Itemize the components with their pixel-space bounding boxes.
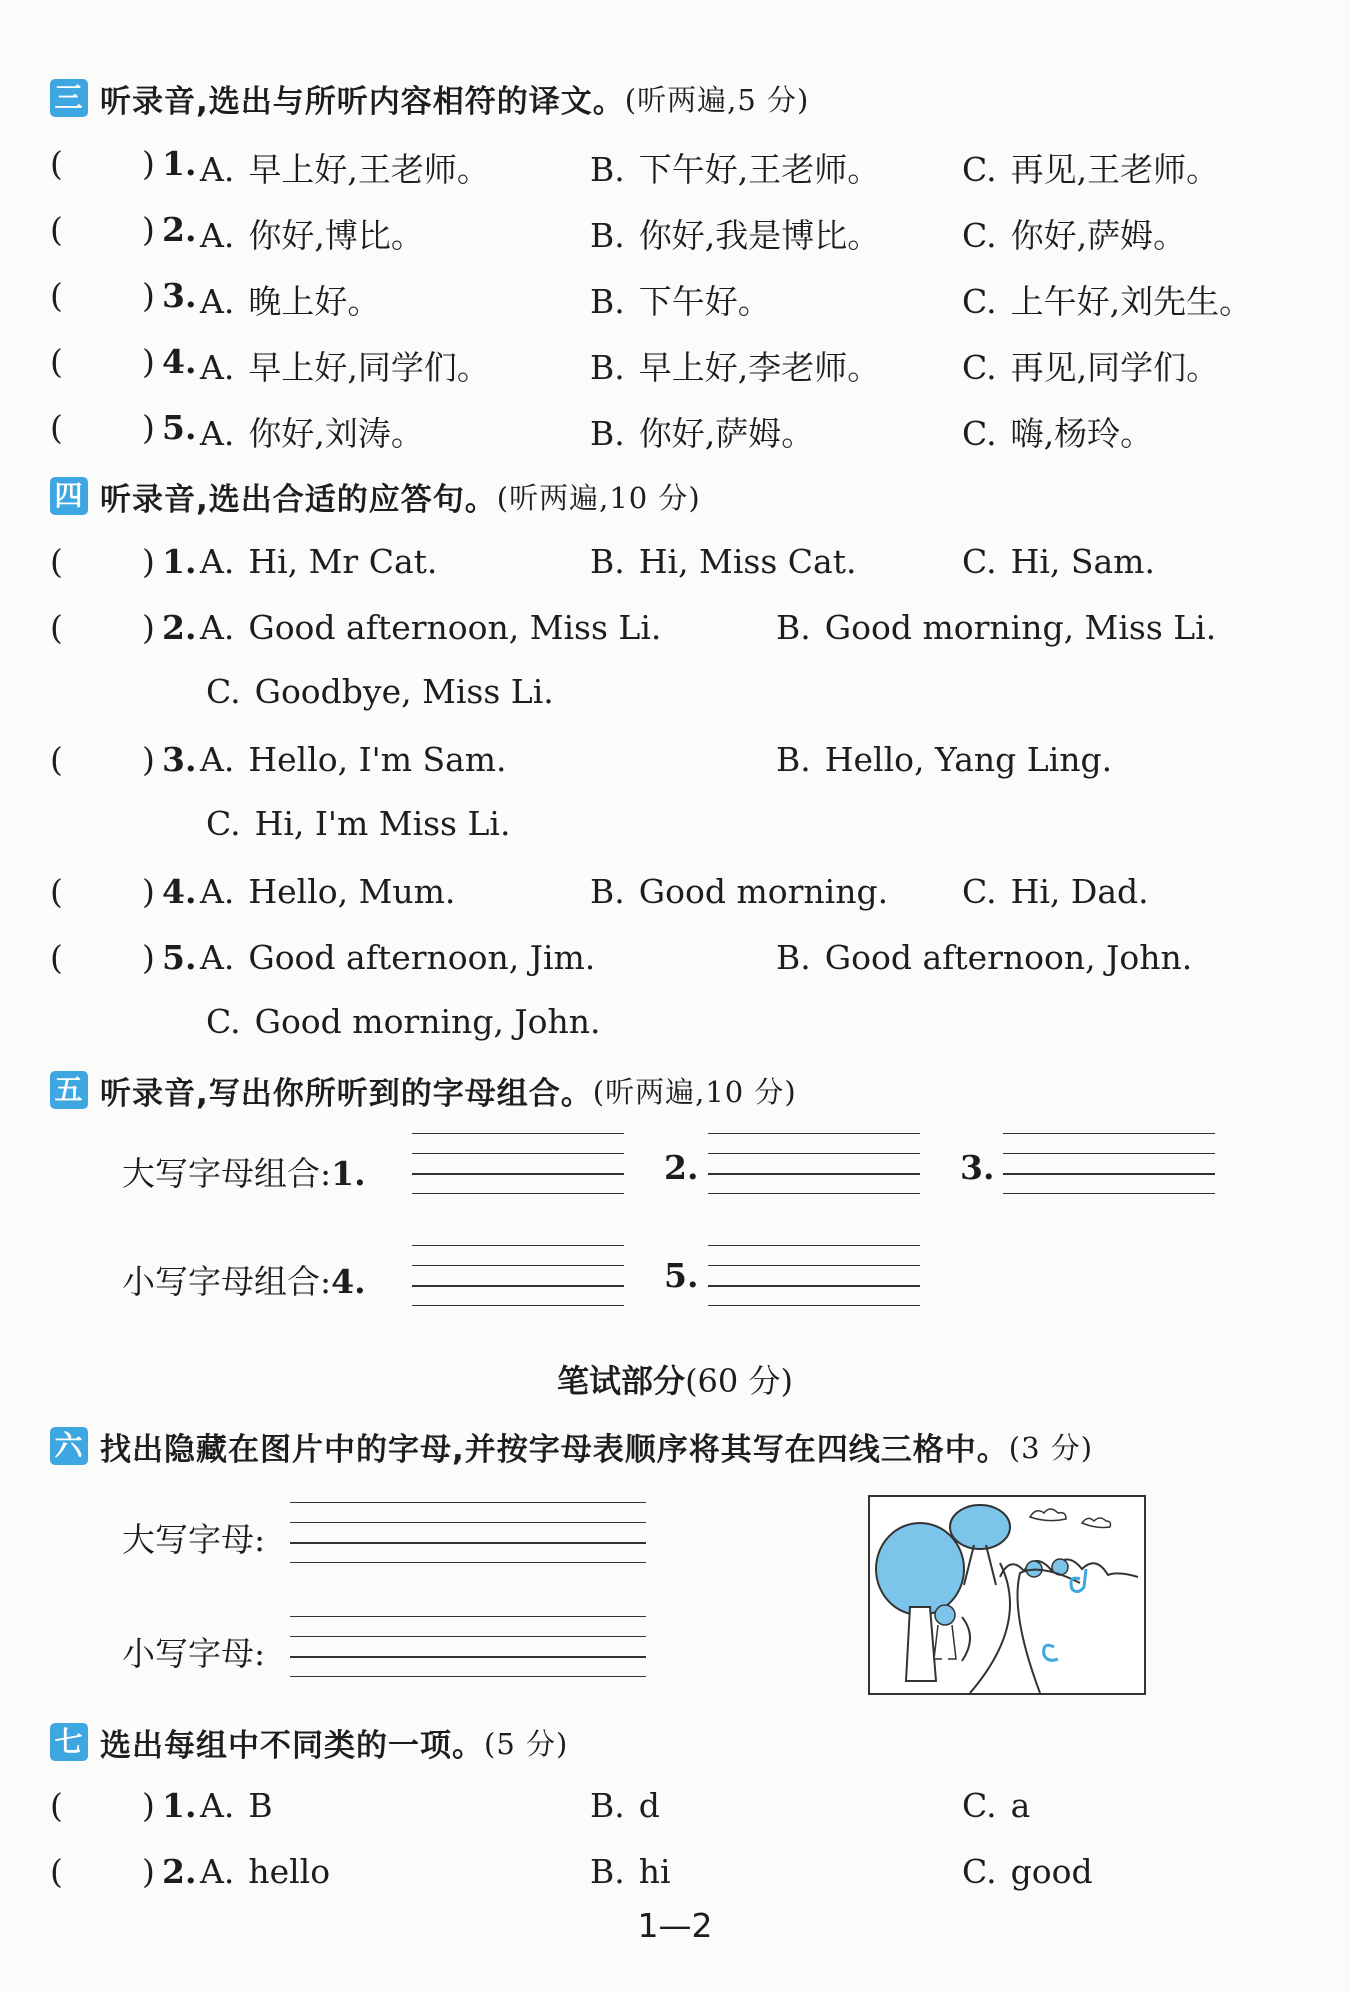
answer-blank-open[interactable]: ( bbox=[50, 1852, 63, 1891]
answer-blank-open[interactable]: ( bbox=[50, 1786, 63, 1825]
writing-lines-4[interactable] bbox=[412, 1245, 624, 1307]
answer-blank-open[interactable]: ( bbox=[50, 542, 63, 581]
answer-blank-close: ) bbox=[142, 1786, 155, 1825]
section-score-note: (3 分) bbox=[1008, 1430, 1094, 1465]
option-text: 你好,萨姆。 bbox=[1010, 216, 1187, 255]
question-number: 5. bbox=[162, 938, 197, 977]
option-a bbox=[200, 144, 490, 191]
option-letter: A. bbox=[200, 740, 235, 779]
option-text: a bbox=[1010, 1786, 1031, 1825]
blank-number: 5. bbox=[664, 1256, 699, 1295]
answer-blank-close: ) bbox=[142, 872, 155, 911]
option-b bbox=[590, 1852, 671, 1891]
option-text: Hello, Yang Ling. bbox=[824, 740, 1113, 779]
option-a bbox=[200, 1852, 330, 1891]
option-a bbox=[200, 1786, 273, 1825]
option-letter: C. bbox=[962, 348, 997, 387]
option-letter: B. bbox=[590, 542, 625, 581]
option-b bbox=[590, 276, 771, 323]
option-text: Good morning. bbox=[638, 872, 889, 911]
question-number: 4. bbox=[162, 872, 197, 911]
option-text: Hi, I'm Miss Li. bbox=[254, 804, 511, 843]
option-letter: A. bbox=[200, 1852, 235, 1891]
section-number-badge: 七 bbox=[50, 1723, 88, 1761]
option-letter: C. bbox=[962, 282, 997, 321]
option-text: d bbox=[638, 1786, 660, 1825]
section-7-heading bbox=[50, 1720, 568, 1764]
option-b bbox=[590, 542, 856, 581]
option-text: 再见,王老师。 bbox=[1010, 150, 1220, 189]
answer-blank-open[interactable]: ( bbox=[50, 276, 63, 315]
option-b bbox=[590, 408, 814, 455]
answer-blank-open[interactable]: ( bbox=[50, 408, 63, 447]
uppercase-letters-label: 大写字母: bbox=[122, 1520, 266, 1559]
option-text: 你好,刘涛。 bbox=[248, 414, 424, 453]
answer-blank-close: ) bbox=[142, 342, 155, 381]
section-score-note: (听两遍,10 分) bbox=[496, 480, 701, 515]
option-c bbox=[206, 672, 554, 711]
option-letter: C. bbox=[962, 1786, 997, 1825]
option-text: Hi, Sam. bbox=[1010, 542, 1155, 581]
option-c bbox=[962, 210, 1186, 257]
option-text: hi bbox=[638, 1852, 671, 1891]
answer-blank-open[interactable]: ( bbox=[50, 740, 63, 779]
writing-lines-5[interactable] bbox=[708, 1245, 920, 1307]
section-number-badge: 六 bbox=[50, 1427, 88, 1465]
option-letter: C. bbox=[962, 1852, 997, 1891]
option-a bbox=[200, 542, 437, 581]
question-number: 2. bbox=[162, 608, 197, 647]
option-b bbox=[776, 938, 1192, 977]
answer-blank-open[interactable]: ( bbox=[50, 872, 63, 911]
option-letter: B. bbox=[590, 1852, 625, 1891]
option-letter: B. bbox=[776, 938, 811, 977]
option-b bbox=[776, 740, 1112, 779]
option-text: Good afternoon, Miss Li. bbox=[248, 608, 662, 647]
option-a bbox=[200, 872, 455, 911]
answer-blank-close: ) bbox=[142, 408, 155, 447]
option-letter: B. bbox=[590, 216, 625, 255]
label-text: 小写字母组合: bbox=[122, 1262, 332, 1301]
option-text: good bbox=[1010, 1852, 1093, 1891]
option-a bbox=[200, 276, 380, 323]
writing-lines-1[interactable] bbox=[412, 1133, 624, 1195]
option-text: hello bbox=[248, 1852, 331, 1891]
answer-blank-close: ) bbox=[142, 210, 155, 249]
question-number: 1. bbox=[162, 542, 197, 581]
question-number: 4. bbox=[162, 342, 197, 381]
option-text: 再见,同学们。 bbox=[1010, 348, 1220, 387]
option-letter: C. bbox=[962, 414, 997, 453]
answer-blank-close: ) bbox=[142, 144, 155, 183]
option-c bbox=[962, 144, 1219, 191]
section-3-heading bbox=[50, 76, 809, 120]
option-c bbox=[962, 542, 1155, 581]
label-text: 大写字母组合: bbox=[122, 1154, 332, 1193]
written-part-score: (60 分) bbox=[685, 1362, 793, 1400]
option-letter: C. bbox=[962, 542, 997, 581]
option-letter: B. bbox=[590, 872, 625, 911]
option-c bbox=[962, 342, 1219, 389]
option-text: Hi, Dad. bbox=[1010, 872, 1149, 911]
option-letter: B. bbox=[590, 1786, 625, 1825]
option-letter: A. bbox=[200, 282, 235, 321]
option-b bbox=[590, 1786, 660, 1825]
option-b bbox=[590, 872, 888, 911]
option-letter: B. bbox=[590, 282, 625, 321]
option-letter: A. bbox=[200, 608, 235, 647]
question-number: 2. bbox=[162, 1852, 197, 1891]
option-text: Good afternoon, John. bbox=[824, 938, 1193, 977]
writing-lines-2[interactable] bbox=[708, 1133, 920, 1195]
option-letter: A. bbox=[200, 542, 235, 581]
hidden-letters-picture bbox=[868, 1495, 1146, 1695]
section-number-badge: 三 bbox=[50, 79, 88, 117]
park-scene-illustration bbox=[870, 1497, 1144, 1693]
option-letter: B. bbox=[590, 414, 625, 453]
blank-number: 1. bbox=[331, 1154, 366, 1193]
section-score-note: (听两遍,10 分) bbox=[592, 1074, 797, 1109]
question-number: 2. bbox=[162, 210, 197, 249]
written-part-heading bbox=[0, 1356, 1350, 1402]
option-text: 早上好,李老师。 bbox=[638, 348, 881, 387]
option-text: Good morning, Miss Li. bbox=[824, 608, 1217, 647]
option-c bbox=[962, 1786, 1030, 1825]
section-6-heading bbox=[50, 1424, 1093, 1468]
option-a bbox=[200, 408, 424, 455]
section-title: 听录音,选出与所听内容相符的译文。 bbox=[100, 83, 625, 120]
option-letter: B. bbox=[776, 740, 811, 779]
option-letter: A. bbox=[200, 150, 235, 189]
answer-blank-close: ) bbox=[142, 938, 155, 977]
option-a bbox=[200, 342, 490, 389]
option-letter: B. bbox=[590, 150, 625, 189]
section-title: 选出每组中不同类的一项。 bbox=[100, 1727, 484, 1764]
question-number: 5. bbox=[162, 408, 197, 447]
option-b bbox=[590, 342, 880, 389]
option-a bbox=[200, 608, 661, 647]
option-text: Hi, Mr Cat. bbox=[248, 542, 438, 581]
uppercase-combo-label bbox=[122, 1148, 366, 1195]
option-b bbox=[776, 608, 1216, 647]
option-text: 晚上好。 bbox=[248, 282, 381, 321]
option-text: Good afternoon, Jim. bbox=[248, 938, 596, 977]
option-text: 下午好。 bbox=[638, 282, 771, 321]
section-number-badge: 四 bbox=[50, 477, 88, 515]
question-number: 1. bbox=[162, 1786, 197, 1825]
option-letter: A. bbox=[200, 1786, 235, 1825]
option-c bbox=[962, 276, 1252, 323]
written-part-title: 笔试部分 bbox=[557, 1362, 686, 1400]
question-number: 3. bbox=[162, 276, 197, 315]
answer-blank-open[interactable]: ( bbox=[50, 210, 63, 249]
option-letter: C. bbox=[962, 150, 997, 189]
writing-lines-3[interactable] bbox=[1003, 1133, 1215, 1195]
answer-blank-close: ) bbox=[142, 608, 155, 647]
section-number-badge: 五 bbox=[50, 1071, 88, 1109]
option-text: Hi, Miss Cat. bbox=[638, 542, 857, 581]
option-letter: A. bbox=[200, 348, 235, 387]
answer-blank-close: ) bbox=[142, 542, 155, 581]
option-letter: B. bbox=[776, 608, 811, 647]
section-title: 听录音,写出你所听到的字母组合。 bbox=[100, 1075, 593, 1112]
blank-number: 4. bbox=[331, 1262, 366, 1301]
option-c bbox=[962, 872, 1149, 911]
option-c bbox=[206, 804, 510, 843]
option-letter: A. bbox=[200, 872, 235, 911]
section-5-heading bbox=[50, 1068, 797, 1112]
answer-blank-open[interactable]: ( bbox=[50, 938, 63, 977]
lowercase-combo-label bbox=[122, 1256, 366, 1303]
writing-lines-lowercase[interactable] bbox=[290, 1616, 646, 1678]
option-text: 你好,我是博比。 bbox=[638, 216, 881, 255]
option-text: 嗨,杨玲。 bbox=[1010, 414, 1154, 453]
option-letter: C. bbox=[962, 216, 997, 255]
question-number: 1. bbox=[162, 144, 197, 183]
option-text: 你好,萨姆。 bbox=[638, 414, 815, 453]
option-letter: C. bbox=[206, 804, 241, 843]
section-score-note: (5 分) bbox=[484, 1726, 569, 1761]
option-text: 早上好,同学们。 bbox=[248, 348, 490, 387]
section-title: 找出隐藏在图片中的字母,并按字母表顺序将其写在四线三格中。 bbox=[100, 1431, 1009, 1468]
option-c bbox=[206, 1002, 600, 1041]
writing-lines-uppercase[interactable] bbox=[290, 1502, 646, 1564]
blank-number: 3. bbox=[960, 1148, 995, 1187]
section-score-note: (听两遍,5 分) bbox=[624, 82, 810, 117]
option-a bbox=[200, 938, 595, 977]
option-letter: A. bbox=[200, 216, 235, 255]
lowercase-letters-label: 小写字母: bbox=[122, 1634, 266, 1673]
option-text: 上午好,刘先生。 bbox=[1010, 282, 1253, 321]
option-c bbox=[962, 408, 1153, 455]
option-b bbox=[590, 210, 880, 257]
option-letter: A. bbox=[200, 414, 235, 453]
answer-blank-open[interactable]: ( bbox=[50, 608, 63, 647]
option-text: Hello, Mum. bbox=[248, 872, 456, 911]
option-letter: C. bbox=[206, 672, 241, 711]
answer-blank-open[interactable]: ( bbox=[50, 342, 63, 381]
answer-blank-close: ) bbox=[142, 276, 155, 315]
option-a bbox=[200, 210, 424, 257]
option-letter: B. bbox=[590, 348, 625, 387]
option-letter: C. bbox=[206, 1002, 241, 1041]
option-text: B bbox=[248, 1786, 273, 1825]
option-text: Hello, I'm Sam. bbox=[248, 740, 507, 779]
option-a bbox=[200, 740, 507, 779]
answer-blank-open[interactable]: ( bbox=[50, 144, 63, 183]
section-4-heading bbox=[50, 474, 701, 518]
option-text: Good morning, John. bbox=[254, 1002, 601, 1041]
answer-blank-close: ) bbox=[142, 740, 155, 779]
question-number: 3. bbox=[162, 740, 197, 779]
section-title: 听录音,选出合适的应答句。 bbox=[100, 481, 497, 518]
option-letter: A. bbox=[200, 938, 235, 977]
option-text: 早上好,王老师。 bbox=[248, 150, 490, 189]
blank-number: 2. bbox=[664, 1148, 699, 1187]
option-text: 下午好,王老师。 bbox=[638, 150, 881, 189]
option-letter: C. bbox=[962, 872, 997, 911]
option-b bbox=[590, 144, 880, 191]
answer-blank-close: ) bbox=[142, 1852, 155, 1891]
page-number: 1—2 bbox=[637, 1906, 713, 1945]
option-text: Goodbye, Miss Li. bbox=[254, 672, 554, 711]
option-text: 你好,博比。 bbox=[248, 216, 424, 255]
option-c bbox=[962, 1852, 1093, 1891]
